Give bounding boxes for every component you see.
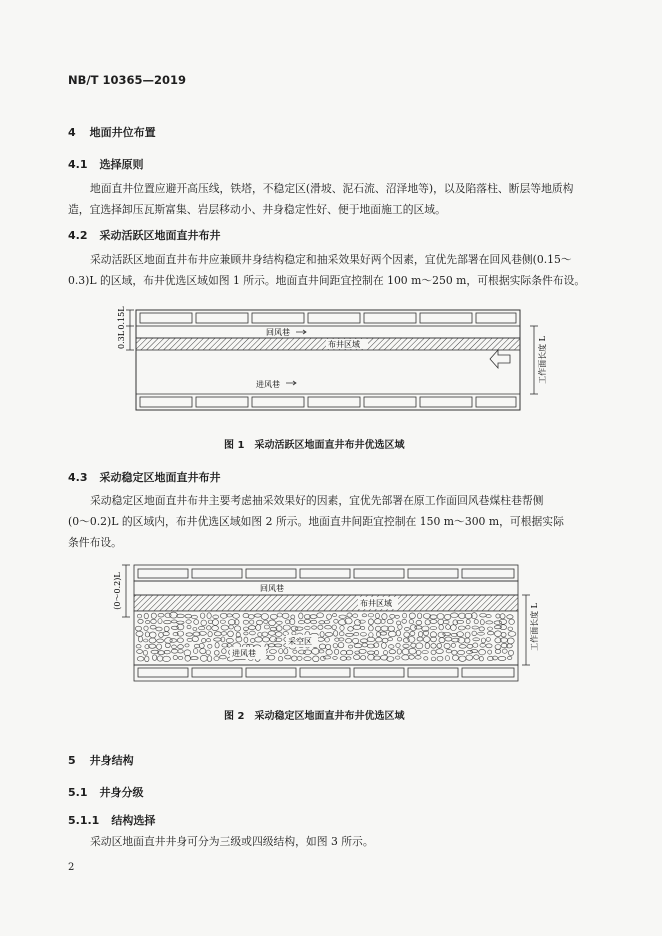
caption-number: 图 2 [224,711,245,722]
top-pillar-blocks [134,565,518,581]
intake-airway-label: 进风巷 [256,380,280,389]
intake-airway-arrow-icon [286,381,296,385]
section-title: 采动稳定区地面直井布井 [99,471,221,484]
section-4-1-paragraph [68,178,594,220]
section-4-heading [68,124,156,140]
section-4-2-heading [68,227,221,243]
return-airway-label: 回风巷 [260,584,284,593]
section-number: 4.2 [68,229,88,242]
advance-direction-arrow-icon [490,350,510,368]
caption-text: 采动活跃区地面直井布井优选区域 [254,440,405,451]
paragraph-line: 造，宜选择卸压瓦斯富集、岩层移动小、井身稳定性好、便于地面施工的区域。 [68,203,446,216]
section-4-3-paragraph [68,490,594,553]
bottom-pillar-blocks [134,665,518,681]
caption-number: 图 1 [224,440,245,451]
paragraph-line: 条件布设。 [68,536,122,549]
panel-frame [136,310,520,410]
intake-airway-label: 进风巷 [232,649,256,658]
dim-label-mid: 0.3L [117,330,126,350]
figure-2-diagram [100,557,560,687]
section-number: 4.1 [68,158,88,171]
section-title: 选择原则 [99,158,144,171]
figure-1-diagram [100,300,560,418]
section-4-3-heading [68,469,221,485]
section-number: 4.3 [68,471,88,484]
return-airway-label: 回风巷 [266,328,290,337]
paragraph-line: (0～0.2)L 的区域内，布井优选区域如图 2 所示。地面直井间距宜控制在 150 m～300 m，可根据实际 [68,515,564,528]
return-airway [136,326,520,338]
section-number: 5.1 [68,786,88,799]
section-title: 井身结构 [89,754,134,767]
face-length-label: 工作面长度 L [538,336,547,384]
section-number: 4 [68,126,76,139]
section-title: 采动活跃区地面直井布井 [99,229,221,242]
figure-1-caption [224,436,404,451]
section-5-heading [68,752,134,768]
preferred-zone-label: 布井区域 [328,340,360,349]
dim-label: (0～0.2)L [113,572,122,610]
page-number: 2 [68,862,75,873]
section-number: 5.1.1 [68,814,100,827]
section-5-1-1-heading [68,812,155,828]
return-airway [134,581,518,595]
caption-text: 采动稳定区地面直井布井优选区域 [254,711,405,722]
section-title: 结构选择 [111,814,156,827]
section-number: 5 [68,754,76,767]
preferred-zone-label: 布井区域 [360,599,392,608]
face-length-label: 工作面长度 L [530,603,539,651]
paragraph-line: 0.3)L 的区域，布井优选区域如图 1 所示。地面直井间距宜控制在 100 m～250 m，可根据实际条件布设。 [68,274,586,287]
top-pillar-blocks [140,313,516,323]
paragraph-line: 地面直井位置应避开高压线，铁塔，不稳定区(滑坡、泥石流、沼泽地等)，以及陷落柱、断层等地质构 [90,182,574,195]
section-title: 井身分级 [99,786,144,799]
paragraph-line: 采动活跃区地面直井布井应兼顾井身结构稳定和抽采效果好两个因素，宜优先部署在回风巷侧(0.15～ [90,253,572,266]
dim-label-top: 0.15L [117,306,126,330]
section-4-2-paragraph [68,249,594,291]
section-5-1-1-paragraph: 采动区地面直井井身可分为三级或四级结构，如图 3 所示。 [90,835,374,848]
standard-number: NB/T 10365—2019 [68,73,186,87]
figure-2-caption [224,707,404,722]
section-5-1-heading [68,784,144,800]
section-title: 地面井位布置 [89,126,156,139]
preferred-zone [134,595,518,611]
return-airway-arrow-icon [296,330,306,334]
paragraph-line: 采动稳定区地面直井布井主要考虑抽采效果好的因素，宜优先部署在原工作面回风巷煤柱巷帮侧 [90,494,544,507]
bottom-pillar-blocks [140,397,516,407]
goaf-label: 采空区 [288,637,312,646]
section-4-1-heading [68,156,144,172]
